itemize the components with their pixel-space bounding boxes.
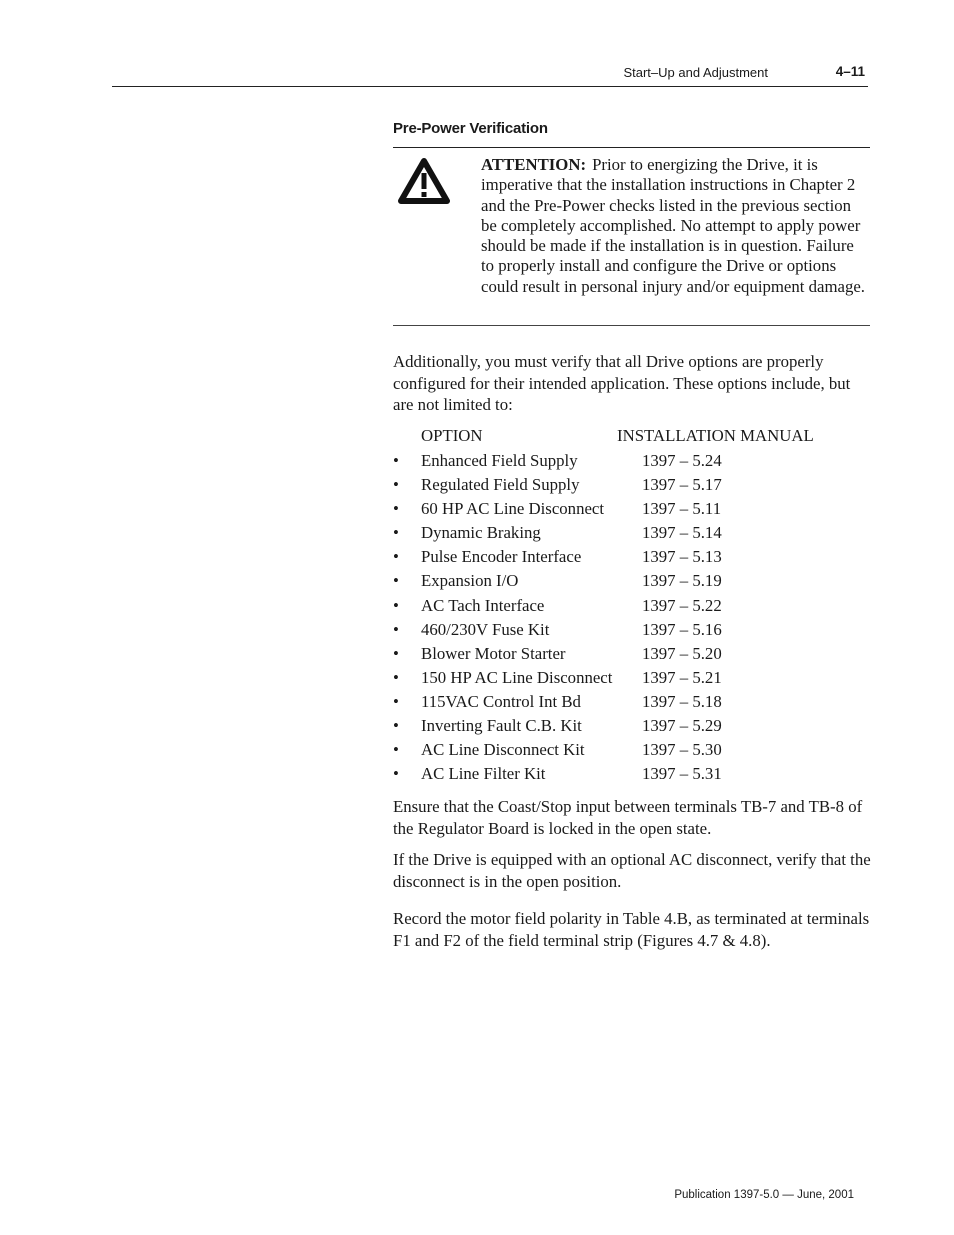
option-manual: 1397 – 5.19 xyxy=(642,571,722,591)
option-name: Dynamic Braking xyxy=(421,523,541,543)
list-item xyxy=(393,498,871,522)
bullet-icon: • xyxy=(393,499,399,519)
option-manual: 1397 – 5.18 xyxy=(642,691,722,711)
option-name: Enhanced Field Supply xyxy=(421,451,578,470)
option-manual: 1397 – 5.17 xyxy=(642,475,722,495)
option-manual: 1397 – 5.11 xyxy=(642,499,722,519)
list-item xyxy=(393,619,871,643)
header-title: Start–Up and Adjustment xyxy=(623,65,768,80)
attention-text xyxy=(481,155,869,297)
option-manual: 1397 – 5.31 xyxy=(642,764,722,784)
option-manual: 1397 – 5.29 xyxy=(642,716,722,736)
bullet-icon: • xyxy=(393,547,399,567)
option-manual: 1397 – 5.20 xyxy=(642,643,722,663)
option-name: Regulated Field Supply xyxy=(421,475,580,495)
list-item xyxy=(393,570,871,594)
option-name: AC Line Disconnect Kit xyxy=(421,740,585,760)
bullet-icon: • xyxy=(393,571,399,591)
options-table-header xyxy=(393,426,871,448)
option-manual: 1397 – 5.13 xyxy=(642,547,722,567)
options-list xyxy=(393,450,871,787)
list-item xyxy=(393,595,871,619)
page-number: 4–11 xyxy=(835,64,865,79)
option-name: 60 HP AC Line Disconnect xyxy=(421,499,605,519)
option-manual: 1397 – 5.24 xyxy=(642,451,722,470)
option-name: 150 HP AC Line Disconnect xyxy=(421,667,613,687)
list-item xyxy=(393,643,871,667)
list-item xyxy=(393,474,871,498)
bullet-icon: • xyxy=(393,595,399,615)
bullet-icon: • xyxy=(393,643,399,663)
publication-footer: Publication 1397-5.0 — June, 2001 xyxy=(674,1189,854,1201)
attention-label: ATTENTION: xyxy=(481,155,587,174)
list-item xyxy=(393,522,871,546)
option-manual: 1397 – 5.16 xyxy=(642,619,722,639)
bullet-icon: • xyxy=(393,475,399,495)
option-name: Expansion I/O xyxy=(421,571,519,591)
list-item xyxy=(393,763,871,787)
option-column-header: OPTION xyxy=(421,426,483,445)
option-manual: 1397 – 5.22 xyxy=(642,595,722,615)
bullet-icon: • xyxy=(393,451,399,470)
list-item xyxy=(393,450,871,474)
attention-box xyxy=(393,147,870,326)
header-divider xyxy=(112,86,868,87)
list-item xyxy=(393,691,871,715)
option-name: 115VAC Control Int Bd xyxy=(421,691,581,711)
option-manual: 1397 – 5.30 xyxy=(642,740,722,760)
option-name: 460/230V Fuse Kit xyxy=(421,619,550,639)
bullet-icon: • xyxy=(393,667,399,687)
bullet-icon: • xyxy=(393,740,399,760)
option-manual: 1397 – 5.14 xyxy=(642,523,722,543)
option-name: Blower Motor Starter xyxy=(421,643,566,663)
warning-triangle-icon xyxy=(397,156,451,206)
list-item xyxy=(393,715,871,739)
option-name: AC Line Filter Kit xyxy=(421,764,546,784)
bullet-icon: • xyxy=(393,619,399,639)
option-name: AC Tach Interface xyxy=(421,595,545,615)
list-item xyxy=(393,739,871,763)
bullet-icon: • xyxy=(393,764,399,784)
disconnect-paragraph: If the Drive is equipped with an optional AC disconnect, verify that the disconnect is in the open position. xyxy=(393,850,871,891)
option-name: Inverting Fault C.B. Kit xyxy=(421,716,582,736)
polarity-paragraph: Record the motor field polarity in Table 4.B, as terminated at terminals F1 and F2 of the field terminal strip (Figures 4.7 & 4.8). xyxy=(393,909,870,950)
list-item xyxy=(393,546,871,570)
bullet-icon: • xyxy=(393,523,399,543)
option-name: Pulse Encoder Interface xyxy=(421,547,582,567)
bullet-icon: • xyxy=(393,691,399,711)
attention-body: Prior to energizing the Drive, it is imperative that the installation instructions in Chapter 2 and the Pre-Power checks listed in the previous section be completely accomplished. No attempt to apply power should be made if the installation is in question. Failure to properly install and configure the Drive or options could result in personal injury and/or equipment damage. xyxy=(481,155,866,296)
coast-stop-paragraph: Ensure that the Coast/Stop input between terminals TB-7 and TB-8 of the Regulator Board is locked in the open state. xyxy=(393,797,863,838)
option-manual: 1397 – 5.21 xyxy=(642,667,722,687)
section-heading: Pre-Power Verification xyxy=(393,120,548,137)
bullet-icon: • xyxy=(393,716,399,736)
list-item xyxy=(393,667,871,691)
intro-paragraph: Additionally, you must verify that all Drive options are properly configured for their intended application. These options include, but are not limited to: xyxy=(393,352,851,414)
manual-column-header: INSTALLATION MANUAL xyxy=(617,426,814,445)
